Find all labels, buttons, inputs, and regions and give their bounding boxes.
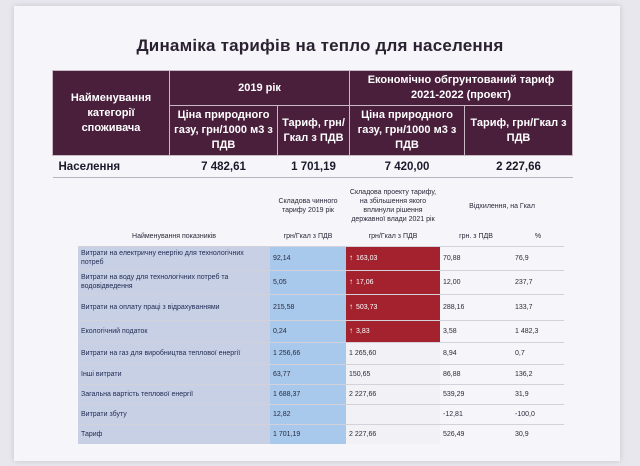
tariff-2019-value: 1 701,19 [278,156,350,178]
project-value [346,404,440,424]
table-row [78,270,564,294]
header-project: Економічно обгрунтований тариф 2021-2022 (проект) [350,71,573,106]
project-value-text: 2 227,66 [349,390,377,398]
indicator-name: Витрати на оплату праці з відрахуваннями [78,294,270,320]
indicator-name: Інші витрати [78,364,270,384]
project-value [346,320,440,342]
indicator-name: Витрати на воду для технологічних потреб та водовідведення [78,270,270,294]
current-value: 1 256,66 [270,342,346,364]
project-value-text: 150,65 [349,370,371,378]
project-value [346,384,440,404]
current-value: 5,05 [270,270,346,294]
subheader-gas-project: Ціна природного газу, грн/1000 м3 з ПДВ [350,106,465,156]
project-value [346,424,440,444]
deviation-value: 70,88 [440,246,512,270]
indicator-name: Витрати збуту [78,404,270,424]
arrow-up-icon: ↑ [349,253,353,262]
deviation-percent: 133,7 [512,294,564,320]
col-indicator-header: Найменування показників [132,233,216,241]
current-value: 12,82 [270,404,346,424]
table-row [78,404,564,424]
subheader-tariff-2019: Тариф, грн/Гкал з ПДВ [278,106,350,156]
table-row [78,246,564,270]
indicator-name: Витрати на електричну енергію для технологічних потреб [78,246,270,270]
indicator-name: Тариф [78,424,270,444]
deviation-percent: 1 482,3 [512,320,564,342]
header-category: Найменування категорії споживача [53,71,170,156]
deviation-value: 8,94 [440,342,512,364]
indicator-name: Витрати на газ для виробництва теплової енергії [78,342,270,364]
deviation-value: 3,58 [440,320,512,342]
gas-2019-value: 7 482,61 [170,156,278,178]
project-value [346,364,440,384]
unit-project: грн/Гкал з ПДВ [368,233,418,241]
project-value [346,294,440,320]
unit-pct: % [534,233,542,241]
table-row [78,384,564,404]
indicator-name: Екологічний податок [78,320,270,342]
current-value: 92,14 [270,246,346,270]
cost-components-table [78,184,564,444]
deviation-percent: 30,9 [512,424,564,444]
col-current-header: Складова чинного тарифу 2019 рік [278,198,338,214]
current-value: 63,77 [270,364,346,384]
col-blank [78,184,270,228]
project-value-text: 3,83 [356,328,370,335]
subheader-gas-2019: Ціна природного газу, грн/1000 м3 з ПДВ [170,106,278,156]
current-value: 1 688,37 [270,384,346,404]
arrow-up-icon: ↑ [349,302,353,311]
col-deviation-header: Відхилення, на Гкал [469,202,535,210]
project-value [346,342,440,364]
deviation-percent: 76,9 [512,246,564,270]
unit-diff: грн. з ПДВ [459,233,493,241]
deviation-value: 12,00 [440,270,512,294]
deviation-percent: 31,9 [512,384,564,404]
tariff-project-value: 2 227,66 [465,156,573,178]
current-value: 0,24 [270,320,346,342]
deviation-value: 288,16 [440,294,512,320]
header-2019: 2019 рік [170,71,350,106]
current-value: 215,58 [270,294,346,320]
table-row [78,294,564,320]
deviation-percent: -100,0 [512,404,564,424]
subheader-tariff-project: Тариф, грн/Гкал з ПДВ [465,106,573,156]
project-value-text: 503,73 [356,304,378,311]
table-row [78,424,564,444]
deviation-value: -12,81 [440,404,512,424]
page-title: Динаміка тарифів на тепло для населення [136,36,504,55]
arrow-up-icon: ↑ [349,277,353,286]
project-value [346,270,440,294]
deviation-percent: 0,7 [512,342,564,364]
col-project-header: Складова проекту тарифу, на збільшення якого вплинули рішення державної влади 2021 рік [349,189,437,223]
deviation-value: 539,29 [440,384,512,404]
project-value-text: 163,03 [356,255,378,262]
table-row [53,156,573,178]
project-value [346,246,440,270]
unit-current: грн/Гкал з ПДВ [283,233,333,241]
row-category: Населення [53,156,170,178]
table-row [78,342,564,364]
table-row [78,320,564,342]
current-value: 1 701,19 [270,424,346,444]
deviation-value: 86,88 [440,364,512,384]
table-row [78,364,564,384]
tariff-summary-table [52,70,573,178]
project-value-text: 17,06 [356,279,374,286]
deviation-percent: 136,2 [512,364,564,384]
indicator-name: Загальна вартість теплової енергії [78,384,270,404]
arrow-up-icon: ↑ [349,326,353,335]
project-value-text: 1 265,60 [349,349,377,357]
deviation-percent: 237,7 [512,270,564,294]
deviation-value: 526,49 [440,424,512,444]
project-value-text: 2 227,66 [349,430,377,438]
gas-project-value: 7 420,00 [350,156,465,178]
